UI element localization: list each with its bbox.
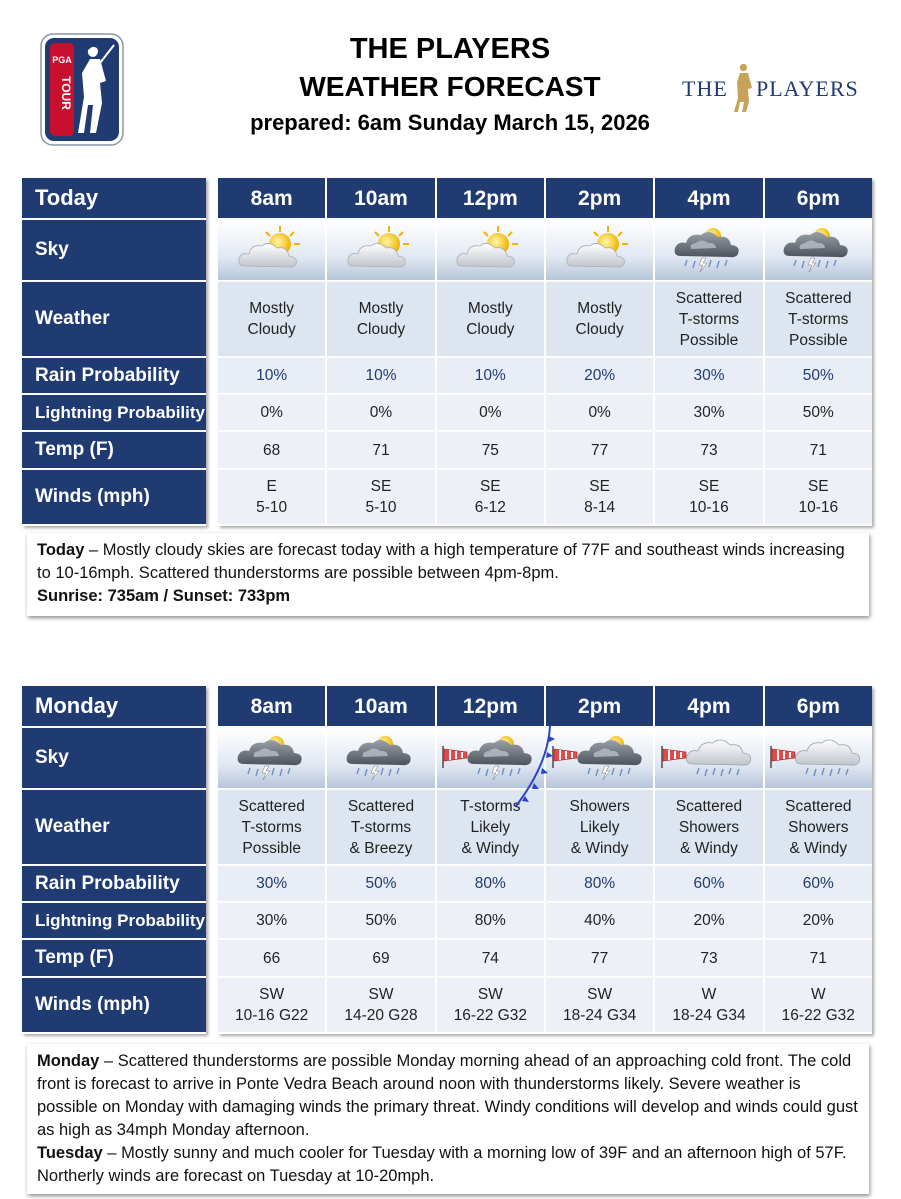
partly-cloudy-sun-icon <box>218 220 327 282</box>
the-players-logo <box>680 58 875 114</box>
monday-time-header: 12pm <box>437 686 546 728</box>
thunderstorm-icon <box>655 220 764 282</box>
monday-cells-winds <box>218 978 872 1034</box>
monday-time-header: 2pm <box>546 686 655 728</box>
monday-weather-desc <box>327 790 436 866</box>
monday-lightning-probability: 20% <box>655 903 764 940</box>
wind-line: 10-16 G22 <box>235 1007 309 1024</box>
today-cells-sky <box>218 220 872 282</box>
wind-line: 5-10 <box>256 499 288 516</box>
monday-label-temp: Temp (F) <box>22 940 206 978</box>
today-time-header: 10am <box>327 178 436 220</box>
today-row-rain <box>22 358 872 395</box>
today-weather-desc <box>546 282 655 358</box>
monday-row-rain <box>22 866 872 903</box>
today-rain-probability: 10% <box>437 358 546 395</box>
today-row-hdr <box>22 178 872 220</box>
weather-line: & Windy <box>680 839 738 857</box>
today-winds <box>327 470 436 526</box>
wind-line: 10-16 <box>798 499 839 516</box>
monday-winds <box>218 978 327 1034</box>
today-label-temp: Temp (F) <box>22 432 206 470</box>
wind-line: SE <box>479 478 501 495</box>
today-rain-probability: 10% <box>218 358 327 395</box>
monday-temperature: 66 <box>218 940 327 978</box>
weather-line: Cloudy <box>247 321 296 338</box>
wind-line: SW <box>477 986 503 1003</box>
monday-label-light: Lightning Probability <box>22 903 206 940</box>
monday-time-header: 8am <box>218 686 327 728</box>
pga-tour-logo <box>40 33 124 146</box>
weather-line: Cloudy <box>356 321 406 338</box>
wind-line: 5-10 <box>365 499 397 516</box>
monday-temperature: 74 <box>437 940 546 978</box>
today-rain-probability: 30% <box>655 358 764 395</box>
monday-weather-desc <box>765 790 872 866</box>
weather-line: Mostly <box>358 300 404 317</box>
monday-weather-desc <box>655 790 764 866</box>
weather-line: Scattered <box>785 797 852 815</box>
wind-line: 18-24 G34 <box>563 1007 637 1024</box>
weather-line: & Windy <box>570 839 629 857</box>
weather-line: T-storms <box>460 797 521 815</box>
weather-line: Likely <box>470 818 511 836</box>
today-lightning-probability: 30% <box>655 395 764 432</box>
wind-line: 18-24 G34 <box>672 1007 746 1024</box>
weather-line: Mostly <box>249 300 295 317</box>
today-winds <box>765 470 872 526</box>
today-label-light: Lightning Probability <box>22 395 206 432</box>
partly-cloudy-sun-icon <box>437 220 546 282</box>
monday-temperature: 77 <box>546 940 655 978</box>
weather-line: Scattered <box>238 797 305 815</box>
cold-front-icon <box>514 724 574 814</box>
wind-line: SE <box>807 478 829 495</box>
wind-line: 6-12 <box>474 499 506 516</box>
today-lightning-probability: 0% <box>218 395 327 432</box>
prepared-date: prepared: 6am Sunday March 15, 2026 <box>250 110 650 135</box>
weather-line: Showers <box>569 797 630 815</box>
weather-line: Possible <box>242 839 301 857</box>
wind-line: 10-16 <box>689 499 729 516</box>
wind-line: SE <box>698 478 720 495</box>
tuesday-note-lead: Tuesday <box>37 1144 103 1162</box>
monday-label-weather: Weather <box>22 790 206 866</box>
wind-line: 14-20 G28 <box>344 1007 418 1024</box>
monday-lightning-probability: 50% <box>327 903 436 940</box>
today-time-header: 6pm <box>765 178 872 220</box>
monday-weather-desc <box>218 790 327 866</box>
monday-winds <box>327 978 436 1034</box>
today-note-lead: Today <box>37 541 85 559</box>
monday-cells-rain <box>218 866 872 903</box>
monday-row-light <box>22 903 872 940</box>
monday-cells-hdr <box>218 686 872 728</box>
weather-line: Scattered <box>675 797 743 815</box>
today-cells-hdr <box>218 178 872 220</box>
today-winds <box>546 470 655 526</box>
players-logo-players: PLAYERS <box>756 76 859 101</box>
today-time-header: 8am <box>218 178 327 220</box>
today-rain-probability: 50% <box>765 358 872 395</box>
monday-label-hdr: Monday <box>22 686 206 728</box>
monday-rain-probability: 60% <box>765 866 872 903</box>
weather-line: Scattered <box>785 289 852 307</box>
today-weather-desc <box>655 282 764 358</box>
monday-temperature: 69 <box>327 940 436 978</box>
monday-time-header: 10am <box>327 686 436 728</box>
today-cells-weather <box>218 282 872 358</box>
windsock-showers-icon <box>765 728 872 790</box>
today-temperature: 77 <box>546 432 655 470</box>
today-winds <box>218 470 327 526</box>
today-temperature: 68 <box>218 432 327 470</box>
monday-time-header: 6pm <box>765 686 872 728</box>
today-time-header: 4pm <box>655 178 764 220</box>
today-weather-desc <box>437 282 546 358</box>
today-time-header: 2pm <box>546 178 655 220</box>
monday-label-sky: Sky <box>22 728 206 790</box>
today-lightning-probability: 0% <box>546 395 655 432</box>
today-forecast-table <box>22 178 872 526</box>
weather-line: Scattered <box>675 289 743 307</box>
partly-cloudy-sun-icon <box>546 220 655 282</box>
monday-label-rain: Rain Probability <box>22 866 206 903</box>
weather-line: T-storms <box>241 818 302 836</box>
today-lightning-probability: 50% <box>765 395 872 432</box>
tour-logo-text: TOUR <box>59 76 73 110</box>
monday-winds <box>765 978 872 1034</box>
monday-cells-light <box>218 903 872 940</box>
weather-line: Likely <box>579 818 620 836</box>
pga-logo-text: PGA <box>52 55 72 65</box>
monday-temperature: 71 <box>765 940 872 978</box>
today-time-header: 12pm <box>437 178 546 220</box>
wind-line: SW <box>368 986 394 1003</box>
today-label-hdr: Today <box>22 178 206 220</box>
monday-row-temp <box>22 940 872 978</box>
today-rain-probability: 10% <box>327 358 436 395</box>
forecast-title: WEATHER FORECAST <box>299 71 601 102</box>
today-winds <box>437 470 546 526</box>
monday-winds <box>437 978 546 1034</box>
weather-line: T-storms <box>678 310 740 328</box>
monday-lightning-probability: 20% <box>765 903 872 940</box>
weather-line: T-storms <box>350 818 412 836</box>
wind-line: W <box>810 986 826 1003</box>
monday-rain-probability: 80% <box>437 866 546 903</box>
today-rain-probability: 20% <box>546 358 655 395</box>
weather-line: Scattered <box>347 797 415 815</box>
weather-line: Mostly <box>577 300 623 317</box>
thunderstorm-icon <box>218 728 327 790</box>
monday-winds <box>546 978 655 1034</box>
weather-line: & Windy <box>461 839 520 857</box>
today-cells-winds <box>218 470 872 526</box>
wind-line: 16-22 G32 <box>781 1007 855 1024</box>
thunderstorm-icon <box>765 220 872 282</box>
today-row-winds <box>22 470 872 526</box>
today-weather-desc <box>218 282 327 358</box>
weather-line: & Breezy <box>349 839 413 857</box>
weather-line: Possible <box>679 331 739 349</box>
monday-row-hdr <box>22 686 872 728</box>
today-temperature: 71 <box>765 432 872 470</box>
wind-line: SE <box>589 478 610 495</box>
today-label-weather: Weather <box>22 282 206 358</box>
monday-rain-probability: 80% <box>546 866 655 903</box>
today-lightning-probability: 0% <box>327 395 436 432</box>
today-label-rain: Rain Probability <box>22 358 206 395</box>
wind-line: 16-22 G32 <box>453 1007 527 1024</box>
players-logo-the: THE <box>682 76 728 101</box>
sunrise-sunset: Sunrise: 735am / Sunset: 733pm <box>37 587 291 605</box>
today-temperature: 71 <box>327 432 436 470</box>
monday-rain-probability: 60% <box>655 866 764 903</box>
weather-line: Cloudy <box>466 321 515 338</box>
monday-lightning-probability: 80% <box>437 903 546 940</box>
today-temperature: 75 <box>437 432 546 470</box>
today-row-light <box>22 395 872 432</box>
monday-time-header: 4pm <box>655 686 764 728</box>
monday-cells-temp <box>218 940 872 978</box>
monday-row-weather <box>22 790 872 866</box>
monday-temperature: 73 <box>655 940 764 978</box>
monday-summary-note <box>27 1044 869 1194</box>
monday-lightning-probability: 30% <box>218 903 327 940</box>
weather-line: & Windy <box>789 839 848 857</box>
monday-label-winds: Winds (mph) <box>22 978 206 1034</box>
wind-line: 8-14 <box>584 499 616 516</box>
today-row-sky <box>22 220 872 282</box>
today-cells-temp <box>218 432 872 470</box>
monday-rain-probability: 30% <box>218 866 327 903</box>
today-summary-note <box>27 533 869 616</box>
weather-line: Cloudy <box>575 321 624 338</box>
today-lightning-probability: 0% <box>437 395 546 432</box>
today-label-winds: Winds (mph) <box>22 470 206 526</box>
today-label-sky: Sky <box>22 220 206 282</box>
today-cells-rain <box>218 358 872 395</box>
wind-line: W <box>701 986 717 1003</box>
today-cells-light <box>218 395 872 432</box>
today-row-temp <box>22 432 872 470</box>
monday-note-lead: Monday <box>37 1052 100 1070</box>
header-title-block <box>220 30 680 140</box>
today-note-text: – Mostly cloudy skies are forecast today with a high temperature of 77F and southeast winds increasing to 10-16mph. Scattered thunderstorms are possible between 4pm-8pm. <box>37 541 845 582</box>
monday-row-winds <box>22 978 872 1034</box>
today-winds <box>655 470 764 526</box>
weather-line: Showers <box>788 818 849 836</box>
thunderstorm-icon <box>327 728 436 790</box>
wind-line: SE <box>370 478 392 495</box>
monday-forecast-table <box>22 686 872 1034</box>
monday-lightning-probability: 40% <box>546 903 655 940</box>
weather-line: Showers <box>678 818 740 836</box>
monday-row-sky <box>22 728 872 790</box>
today-weather-desc <box>765 282 872 358</box>
monday-winds <box>655 978 764 1034</box>
windsock-showers-icon <box>655 728 764 790</box>
weather-line: T-storms <box>788 310 849 328</box>
event-title: THE PLAYERS <box>349 33 551 65</box>
wind-line: E <box>266 478 277 495</box>
today-row-weather <box>22 282 872 358</box>
partly-cloudy-sun-icon <box>327 220 436 282</box>
today-weather-desc <box>327 282 436 358</box>
wind-line: SW <box>259 986 285 1003</box>
weather-line: Possible <box>789 331 848 349</box>
monday-note-text: – Scattered thunderstorms are possible Monday morning ahead of an approaching cold front. The cold front is forecast to arrive in Ponte Vedra Beach around noon with thunderstorms likely. Severe weather is possible on Monday with damaging winds the primary threat. Windy conditions will develop and winds could gust as high as 34mph Monday afternoon. <box>37 1052 858 1139</box>
monday-rain-probability: 50% <box>327 866 436 903</box>
tuesday-note-text: – Mostly sunny and much cooler for Tuesday with a morning low of 39F and an afternoon high of 57F. Northerly winds are forecast on Tuesday at 10-20mph. <box>37 1144 847 1185</box>
wind-line: SW <box>587 986 613 1003</box>
today-temperature: 73 <box>655 432 764 470</box>
weather-line: Mostly <box>467 300 513 317</box>
